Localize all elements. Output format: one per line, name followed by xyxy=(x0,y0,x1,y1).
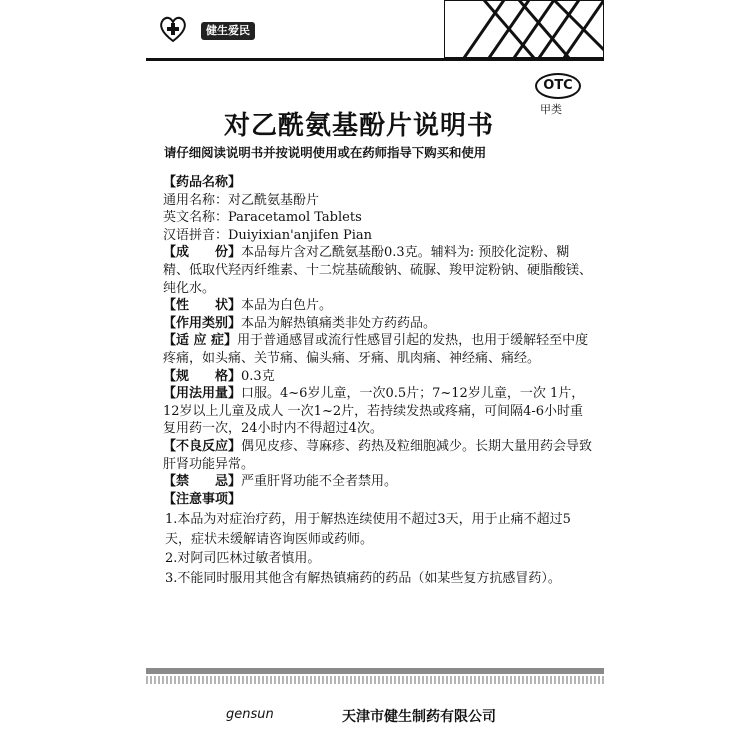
company-name: 天津市健生制药有限公司 xyxy=(342,709,496,725)
ingredients-text: 本品每片含对乙酰氨基酚0.3克。辅料为: 预胶化淀粉、糊精、低取代羟丙纤维素、十二烷基硫酸钠、硫脲、羧甲淀粉钠、硬脂酸镁、纯化水。 xyxy=(163,245,593,296)
generic-name: 通用名称：对乙酰氨基酚片 xyxy=(163,192,320,208)
appearance-text: 本品为白色片。 xyxy=(241,298,333,314)
notice-item: 2.对阿司匹林过敏者慎用。 xyxy=(165,551,321,567)
heart-cross-logo-icon xyxy=(158,14,188,44)
appearance-label: 【性 状】 xyxy=(163,298,242,314)
indications-block xyxy=(163,332,593,367)
indications-label: 【适 应 症】 xyxy=(163,333,238,349)
ingredients-label: 【成 份】 xyxy=(163,245,242,261)
footer-rule xyxy=(146,668,604,674)
notice-item: 3.不能同时服用其他含有解热镇痛药的药品（如某些复方抗感冒药）。 xyxy=(165,570,561,586)
otc-class-label: 甲类 xyxy=(540,103,562,116)
appearance-block xyxy=(163,297,593,315)
indications-text: 用于普通感冒或流行性感冒引起的发热，也用于缓解轻至中度疼痛，如头痛、关节痛、偏头痛、牙痛、肌肉痛、神经痛、痛经。 xyxy=(163,333,589,366)
section-notice: 【注意事项】 xyxy=(163,491,242,507)
dosage-label: 【用法用量】 xyxy=(163,386,242,402)
category-text: 本品为解热镇痛类非处方药药品。 xyxy=(241,315,437,331)
adverse-block xyxy=(163,438,593,473)
contra-block xyxy=(163,473,593,491)
english-name: 英文名称：Paracetamol Tablets xyxy=(163,210,362,226)
gensun-logo: gensun xyxy=(226,707,274,722)
spec-text: 0.3克 xyxy=(241,368,275,384)
page-subtitle: 请仔细阅读说明书并按说明使用或在药师指导下购买和使用 xyxy=(164,145,487,160)
dosage-text: 口服。4~6岁儿童，一次0.5片；7~12岁儿童，一次 1片，12岁以上儿童及成人 一次1~2片，若持续发热或疼痛，可间隔4-6小时重复用药一次，24小时内不得超过4次。 xyxy=(163,386,585,437)
footer-hatch-rule xyxy=(146,676,604,684)
spec-label: 【规 格】 xyxy=(163,368,242,384)
category-block xyxy=(163,315,593,333)
brand-badge: 健生爱民 xyxy=(201,22,255,40)
page-title: 对乙酰氨基酚片说明书 xyxy=(224,111,495,141)
adverse-label: 【不良反应】 xyxy=(163,438,242,454)
otc-mark: OTC xyxy=(535,73,581,99)
category-label: 【作用类别】 xyxy=(163,315,242,331)
ingredients-block xyxy=(163,244,593,297)
dosage-block xyxy=(163,385,593,438)
header-decoration xyxy=(444,0,604,58)
contra-label: 【禁 忌】 xyxy=(163,474,242,490)
pinyin-name: 汉语拼音：Duiyixian'anjifen Pian xyxy=(163,227,372,243)
spec-block xyxy=(163,368,593,386)
adverse-text: 偶见皮疹、荨麻疹、药热及粒细胞减少。长期大量用药会导致肝肾功能异常。 xyxy=(163,438,593,472)
notice-list xyxy=(163,510,593,588)
leaflet-body xyxy=(163,174,593,588)
notice-item: 1.本品为对症治疗药，用于解热连续使用不超过3天，用于止痛不超过5天，症状未缓解请咨询医师或药师。 xyxy=(165,512,571,547)
header-band xyxy=(146,0,604,61)
contra-text: 严重肝肾功能不全者禁用。 xyxy=(241,474,398,490)
section-drug-name: 【药品名称】 xyxy=(163,175,242,190)
leaflet-sheet xyxy=(146,0,604,750)
